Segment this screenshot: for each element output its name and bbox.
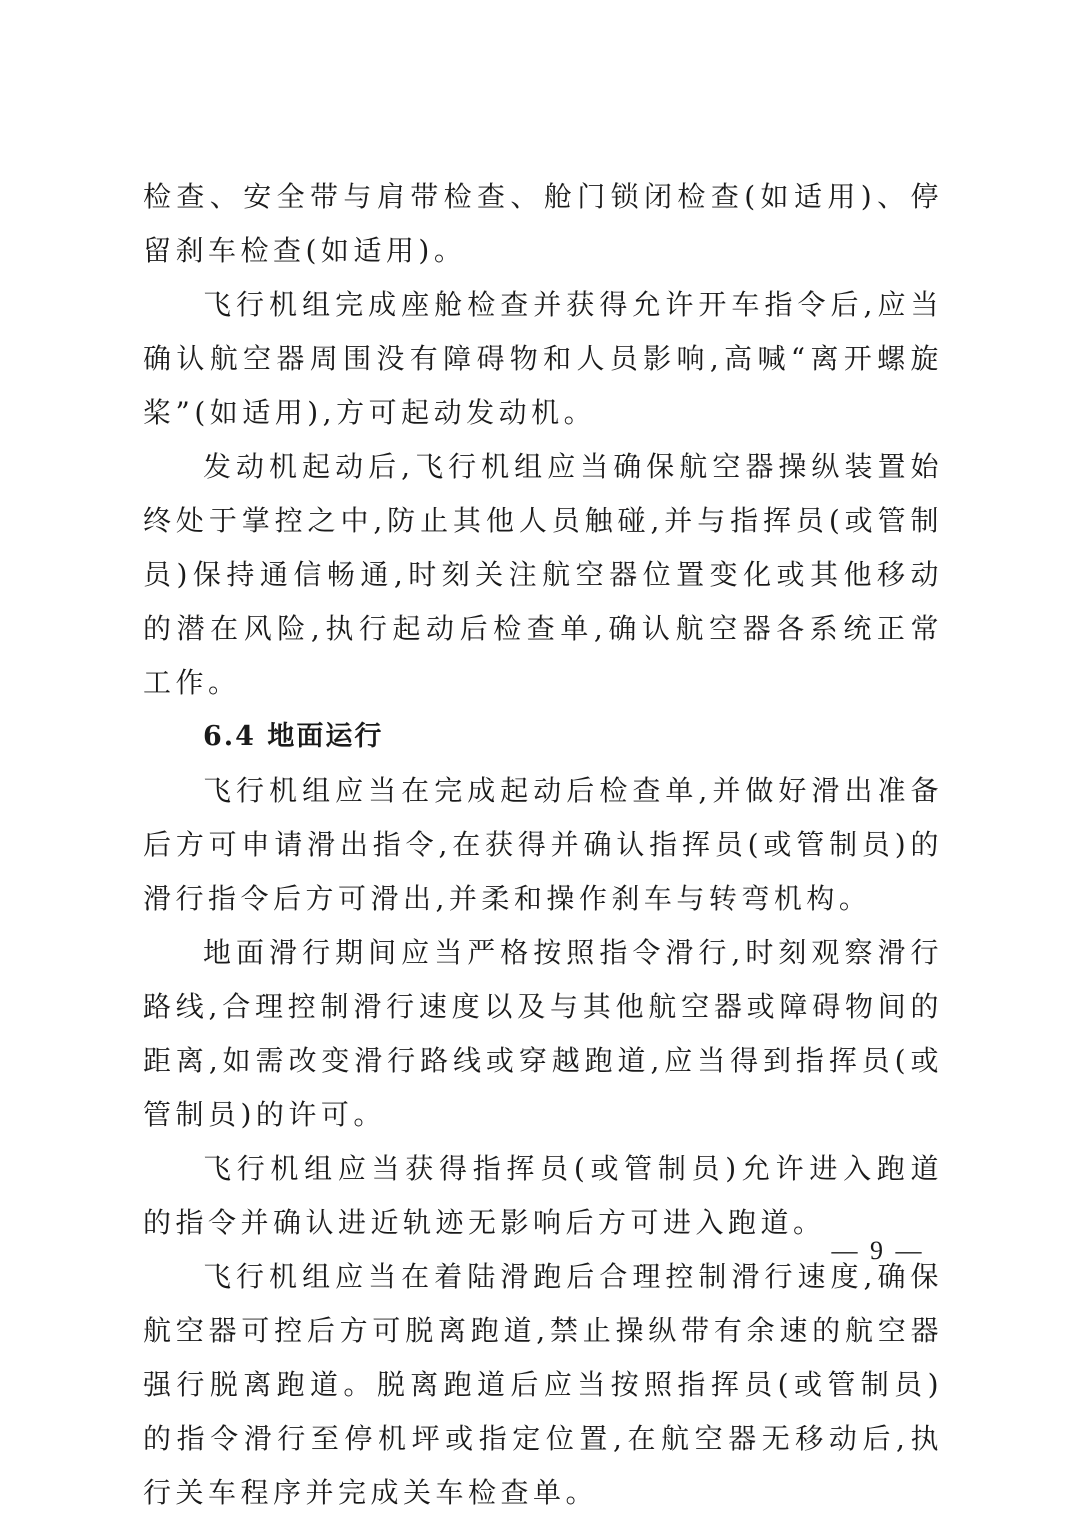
paragraph-after-engine-start: 发动机起动后,飞行机组应当确保航空器操纵装置始终处于掌控之中,防止其他人员触碰,并与指挥员(或管制员)保持通信畅通,时刻关注航空器位置变化或其他移动的潜在风险,执行起动后检查单,确认航空器各系统正常工作。 <box>143 450 943 699</box>
paragraph-vacate-runway: 飞行机组应当在着陆滑跑后合理控制滑行速度,确保航空器可控后方可脱离跑道,禁止操纵带有余速的航空器强行脱离跑道。脱离跑道后应当按照指挥员(或管制员)的指令滑行至停机坪或指定位置,在航空器无移动后,执行关车程序并完成关车检查单。 <box>143 1260 943 1509</box>
paragraph-continuation: 检查、安全带与肩带检查、舱门锁闭检查(如适用)、停留刹车检查(如适用)。 <box>143 180 943 267</box>
paragraph-engine-start-clearance: 飞行机组完成座舱检查并获得允许开车指令后,应当确认航空器周围没有障碍物和人员影响,高喊“离开螺旋桨”(如适用),方可起动发动机。 <box>143 288 943 429</box>
paragraph-taxi-out: 飞行机组应当在完成起动后检查单,并做好滑出准备后方可申请滑出指令,在获得并确认指挥员(或管制员)的滑行指令后方可滑出,并柔和操作刹车与转弯机构。 <box>143 774 943 915</box>
section-heading: 6.4 地面运行 <box>203 721 384 752</box>
paragraph-ground-taxi: 地面滑行期间应当严格按照指令滑行,时刻观察滑行路线,合理控制滑行速度以及与其他航空器或障碍物间的距离,如需改变滑行路线或穿越跑道,应当得到指挥员(或管制员)的许可。 <box>143 936 943 1131</box>
paragraph-enter-runway: 飞行机组应当获得指挥员(或管制员)允许进入跑道的指令并确认进近轨迹无影响后方可进入跑道。 <box>143 1152 943 1239</box>
document-body <box>143 170 943 1520</box>
page-number: — 9 — <box>831 1236 925 1265</box>
